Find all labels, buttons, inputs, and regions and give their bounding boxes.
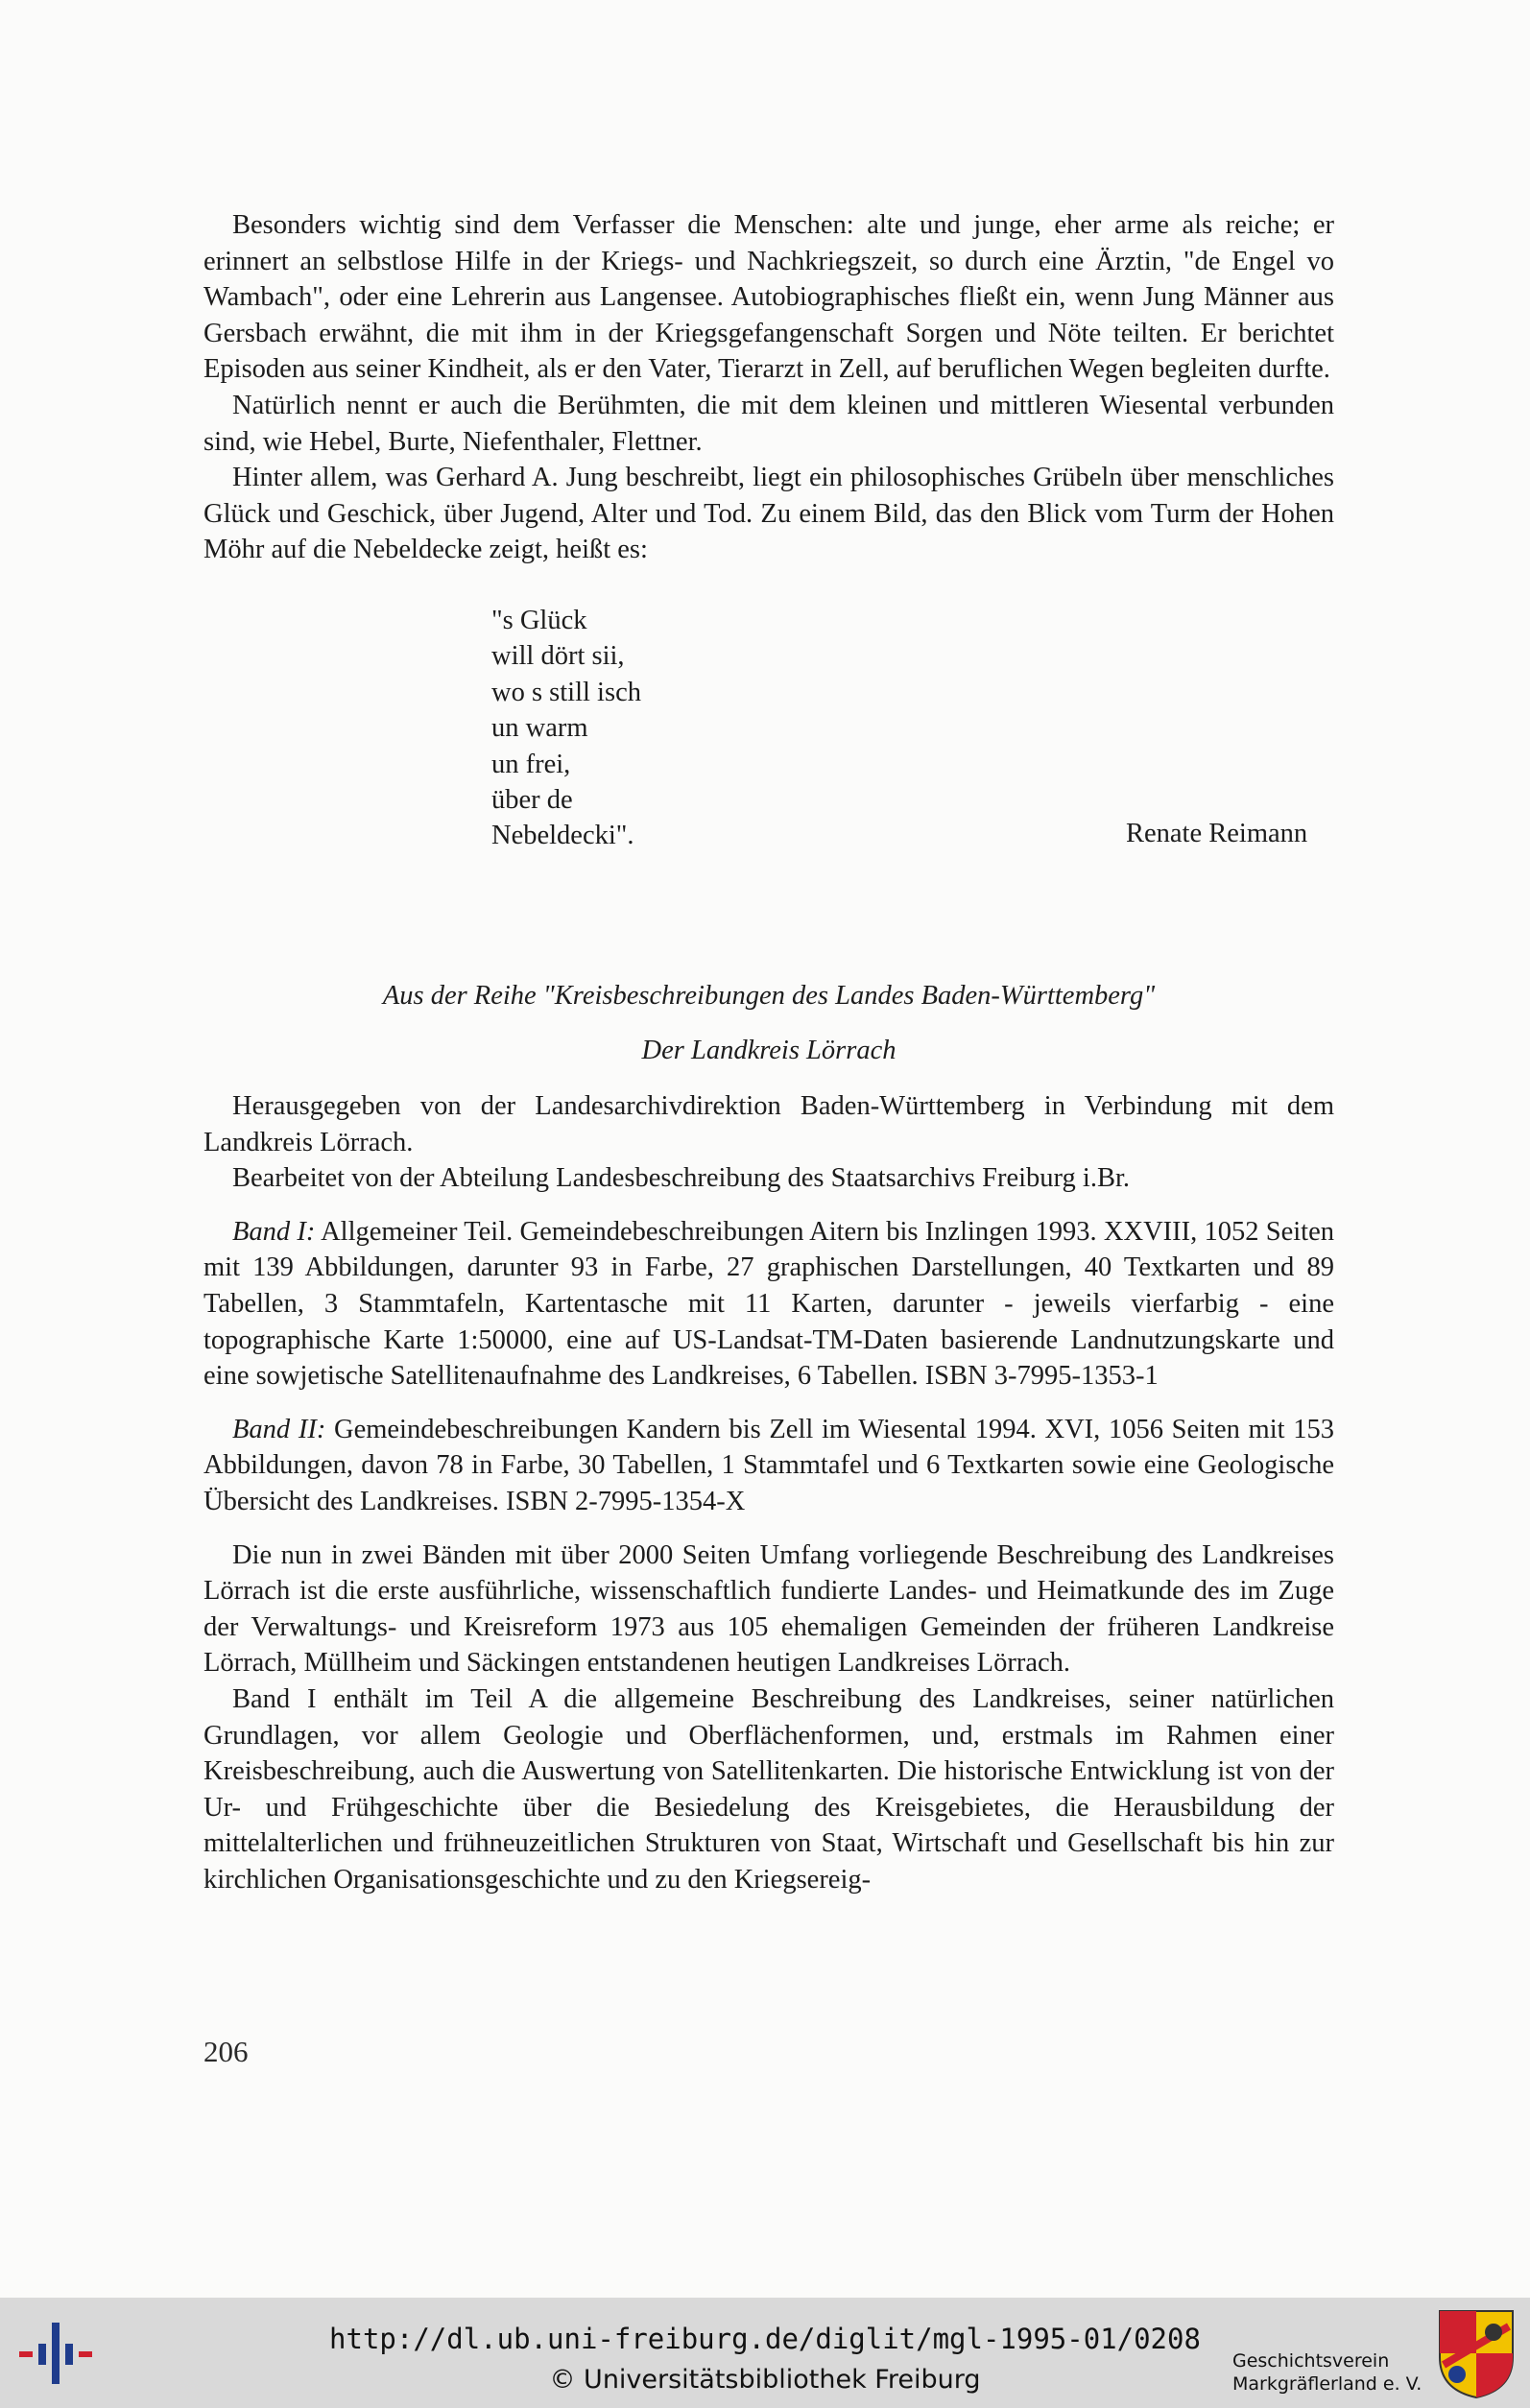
paragraph: Hinter allem, was Gerhard A. Jung beschreibt, liegt ein philosophisches Grübeln über menschliches Glück und Geschick, über Jugend, Alter und Tod. Zu einem Bild, das den Blick vom Turm der Hohen Möhr auf die Nebeldecke zeigt, heißt es: (203, 463, 1334, 565)
paragraph: Bearbeitet von der Abteilung Landesbeschreibung des Staatsarchivs Freiburg i.Br. (232, 1163, 1131, 1194)
viewer-footer (0, 2298, 1530, 2408)
society-line: Markgräflerland e. V. (1232, 2373, 1422, 2395)
review-author: Renate Reimann (1126, 819, 1308, 848)
band2-text: Gemeindebeschreibungen Kandern bis Zell im Wiesental 1994. XVI, 1056 Seiten mit 153 Abbildungen, davon 78 in Farbe, 30 Tabellen, 1 Stammtafel und 6 Textkarten sowie eine Geologische Übersicht des Landkreises. ISBN 2-7995-1354-X (203, 1414, 1334, 1516)
paragraph: Herausgegeben von der Landesarchivdirektion Baden-Württemberg in Verbindung mit dem Landkreis Lörrach. (203, 1091, 1334, 1157)
review2-text (203, 1088, 1334, 1897)
verse-line: Nebeldecki". (491, 821, 634, 851)
society-line: Geschichtsverein (1232, 2350, 1390, 2372)
band2-label: Band II: (232, 1414, 326, 1444)
paragraph: Besonders wichtig sind dem Verfasser die Menschen: alte und junge, eher arme als reiche; er erinnert an selbstlose Hilfe in der Kriegs- und Nachkriegszeit, so durch eine Ärztin, "de Engel vo Wambach", oder eine Lehrerin aus Langensee. Autobiographisches fließt ein, wenn Jung Männer aus Gersbach erwähnt, die mit ihm in der Kriegsgefangenschaft Sorgen und Nöte teilten. Er berichtet Episoden aus seiner Kindheit, als er den Vater, Tierarzt in Zell, auf beruflichen Wegen begleiten durfte. (203, 210, 1334, 385)
verse-line: über de (491, 785, 573, 816)
verse-line: will dört sii, (491, 641, 625, 672)
society-name (1232, 2349, 1422, 2396)
verse-line: wo s still isch (491, 677, 641, 707)
band1-text: Allgemeiner Teil. Gemeindebeschreibungen Aitern bis Inzlingen 1993. XXVIII, 1052 Seiten mit 139 Abbildungen, darunter 93 in Farbe, 27 graphischen Darstellungen, 40 Textkarten und 89 Tabellen, 3 Stammtafeln, Kartentasche mit 11 Karten, darunter - jeweils vierfarbig - eine topographische Karte 1:50000, eine auf US-Landsat-TM-Daten basierende Landnutzungskarte und eine sowjetische Satellitenaufnahme des Landkreises, 6 Tabellen. ISBN 3-7995-1353-1 (203, 1216, 1334, 1392)
page-number: 206 (203, 2035, 249, 2068)
band2-entry (203, 1412, 1334, 1520)
band1-entry (203, 1214, 1334, 1395)
verse-line: un warm (491, 713, 588, 744)
document-url-link[interactable]: http://dl.ub.uni-freiburg.de/diglit/mgl-1995-01/0208 (329, 2323, 1201, 2355)
coat-of-arms-icon[interactable] (1436, 2307, 1517, 2399)
paragraph: Die nun in zwei Bänden mit über 2000 Seiten Umfang vorliegende Beschreibung des Landkreises Lörrach ist die erste ausführliche, wissenschaftlich fundierte Landes- und Heimatkunde des im Zuge der Verwaltungs- und Kreisreform 1973 aus 105 ehemaligen Gemeinden der früheren Landkreise Lörrach, Müllheim und Säckingen entstandenen heutigen Landkreises Lörrach. (203, 1539, 1334, 1679)
band1-label: Band I: (232, 1216, 316, 1247)
paragraph: Band I enthält im Teil A die allgemeine Beschreibung des Landkreises, seiner natürlichen Grundlagen, vor allem Geologie und Oberflächenformen, und, erstmals im Rahmen einer Kreisbeschreibung, auch die Auswertung von Satellitenkarten. Die historische Entwicklung ist von der Ur- und Frühgeschichte über die Besiedelung des Kreisgebietes, die Herausbildung der mittelalterlichen und frühneuzeitlichen Strukturen von Staat, Wirtschaft und Gesellschaft bis hin zur kirchlichen Organisationsgeschichte und zu den Kriegsereig- (203, 1683, 1334, 1895)
poem-quote (491, 603, 641, 854)
book-title: Der Landkreis Lörrach (641, 1036, 896, 1065)
copyright-notice: © Universitätsbibliothek Freiburg (549, 2365, 981, 2395)
verse-line: un frei, (491, 749, 571, 779)
verse-line: "s Glück (491, 606, 587, 635)
review1-text (203, 207, 1334, 568)
series-heading: Aus der Reihe "Kreisbeschreibungen des Landes Baden-Württemberg" (382, 981, 1156, 1011)
paragraph: Natürlich nennt er auch die Berühmten, die mit dem kleinen und mittleren Wiesental verbunden sind, wie Hebel, Burte, Niefenthaler, Flettner. (203, 390, 1334, 457)
